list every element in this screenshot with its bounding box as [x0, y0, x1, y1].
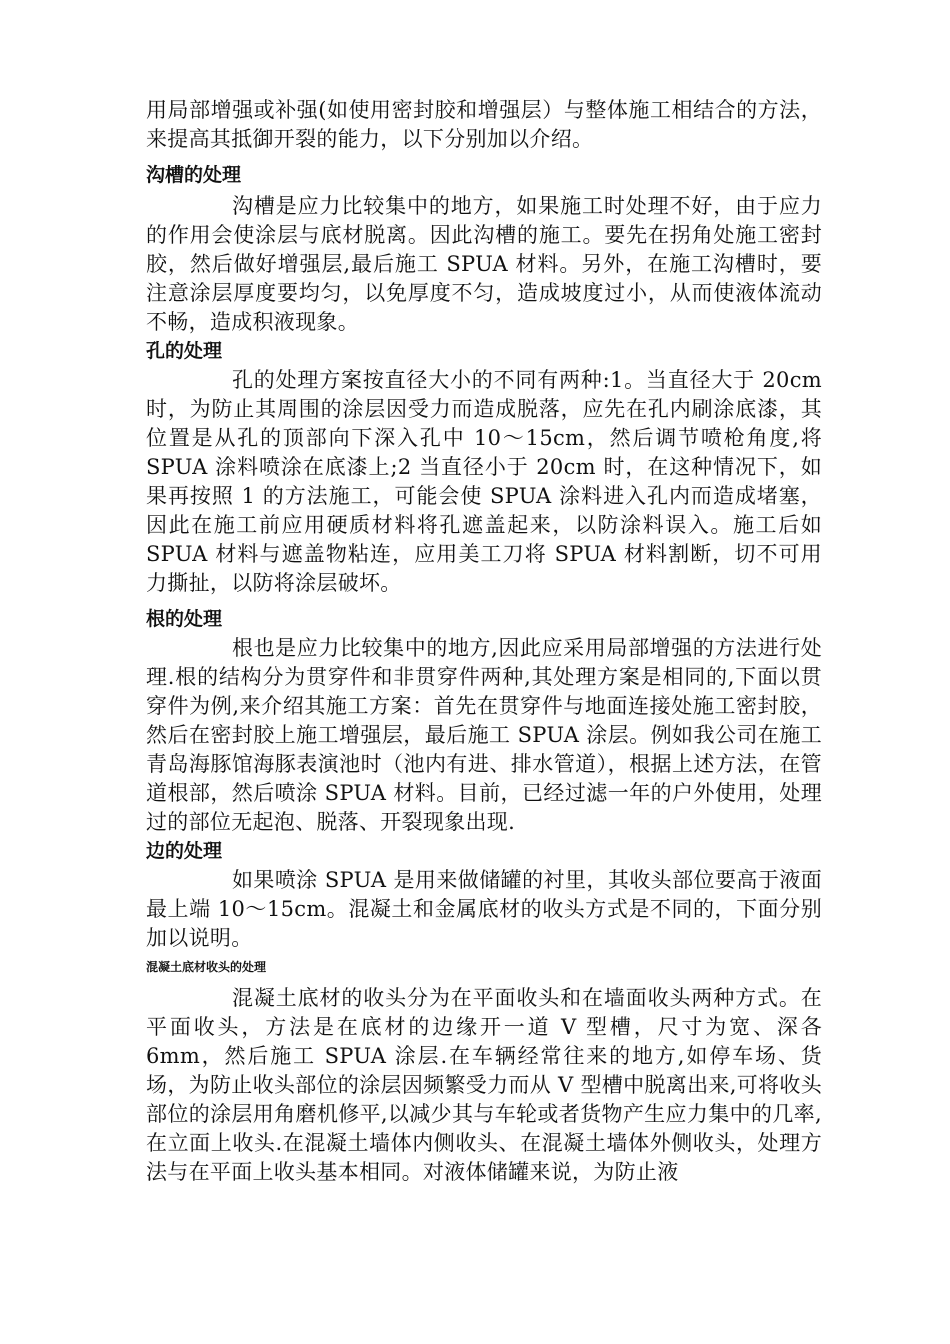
- section-body-hole: 孔的处理方案按直径大小的不同有两种:1。当直径大于 20cm 时，为防止其周围的涂层因受力而造成脱落，应先在孔内刷涂底漆，其位置是从孔的顶部向下深入孔中 10～15cm，然后调节喷枪角度,将 SPUA 涂料喷涂在底漆上;2 当直径小于 20cm 时，在这种情况下，如果再按照 1 的方法施工，可能会使 SPUA 涂料进入孔内而造成堵塞，因此在施工前应用硬质材料将孔遮盖起来，以防涂料误入。施工后如 SPUA 材料与遮盖物粘连，应用美工刀将 SPUA 材料割断，切不可用力撕扯，以防将涂层破坏。: [146, 368, 822, 595]
- section-heading-root: 根的处理: [146, 608, 223, 630]
- intro-paragraph: 用局部增强或补强(如使用密封胶和增强层）与整体施工相结合的方法，来提高其抵御开裂的能力，以下分别加以介绍。: [146, 98, 822, 151]
- section-body-groove: 沟槽是应力比较集中的地方，如果施工时处理不好，由于应力的作用会使涂层与底材脱离。因此沟槽的施工。要先在拐角处施工密封胶，然后做好增强层,最后施工 SPUA 材料。另外，在施工沟槽时，要注意涂层厚度要均匀，以免厚度不匀，造成坡度过小，从而使液体流动不畅，造成积液现象。: [146, 194, 822, 334]
- section-heading-groove: 沟槽的处理: [146, 164, 242, 186]
- section-body-root: 根也是应力比较集中的地方,因此应采用局部增强的方法进行处理.根的结构分为贯穿件和非贯穿件两种,其处理方案是相同的,下面以贯穿件为例,来介绍其施工方案：首先在贯穿件与地面连接处施工密封胶，然后在密封胶上施工增强层，最后施工 SPUA 涂层。例如我公司在施工青岛海豚馆海豚表演池时（池内有进、排水管道），根据上述方法，在管道根部，然后喷涂 SPUA 材料。目前，已经过滤一年的户外使用，处理过的部位无起泡、脱落、开裂现象出现.: [146, 636, 822, 834]
- subsection-heading-concrete: 混凝土底材收头的处理: [146, 960, 267, 974]
- section-heading-hole: 孔的处理: [146, 340, 223, 362]
- section-body-edge: 如果喷涂 SPUA 是用来做储罐的衬里，其收头部位要高于液面最上端 10～15cm。混凝土和金属底材的收头方式是不同的，下面分别加以说明。: [146, 868, 822, 950]
- subsection-body-concrete: 混凝土底材的收头分为在平面收头和在墙面收头两种方式。在平面收头，方法是在底材的边缘开一道 V 型槽，尺寸为宽、深各 6mm，然后施工 SPUA 涂层.在车辆经常往来的地方,如停车场、货场，为防止收头部位的涂层因频繁受力而从 V 型槽中脱离出来,可将收头部位的涂层用角磨机修平,以减少其与车轮或者货物产生应力集中的几率,在立面上收头.在混凝土墙体内侧收头、在混凝土墙体外侧收头，处理方法与在平面上收头基本相同。对液体储罐来说，为防止液: [146, 986, 822, 1184]
- section-heading-edge: 边的处理: [146, 840, 223, 862]
